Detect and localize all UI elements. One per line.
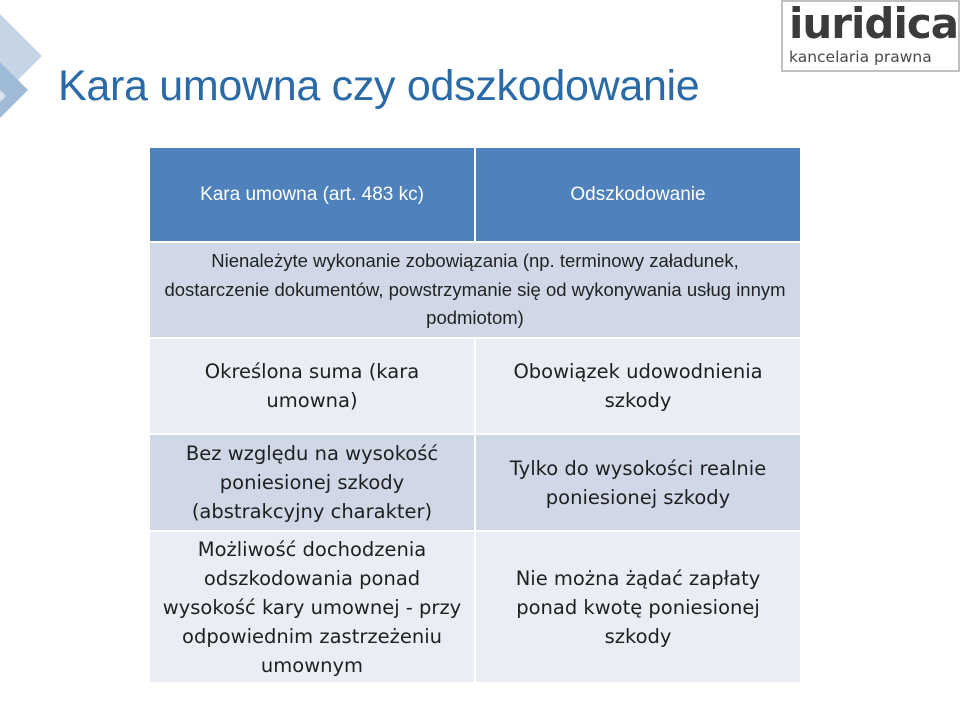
table-cell: Możliwość dochodzenia odszkodowania ponad wysokość kary umownej - przy odpowiednim zastrzeżeniu umownym — [149, 531, 475, 683]
table-row — [149, 434, 801, 531]
table-row — [149, 531, 801, 683]
table-header-row — [149, 147, 801, 242]
shared-cell: Nienależyte wykonanie zobowiązania (np. terminowy załadunek, dostarczenie dokumentów, powstrzymanie się od wykonywania usług innym podmiotom) — [149, 242, 801, 338]
comparison-table — [148, 146, 802, 684]
logo-tagline: kancelaria prawna — [789, 48, 932, 66]
table-cell: Bez względu na wysokość poniesionej szkody (abstrakcyjny charakter) — [149, 434, 475, 531]
header-kara-umowna: Kara umowna (art. 483 kc) — [149, 147, 475, 242]
header-odszkodowanie: Odszkodowanie — [475, 147, 801, 242]
company-logo — [781, 0, 960, 72]
table-cell: Określona suma (kara umowna) — [149, 338, 475, 434]
table-cell: Nie można żądać zapłaty ponad kwotę poniesionej szkody — [475, 531, 801, 683]
shared-row — [149, 242, 801, 338]
table-cell: Obowiązek udowodnienia szkody — [475, 338, 801, 434]
table-row — [149, 338, 801, 434]
slide-title: Kara umowna czy odszkodowanie — [58, 62, 700, 110]
decorative-arrows — [0, 0, 60, 720]
table-cell: Tylko do wysokości realnie poniesionej szkody — [475, 434, 801, 531]
logo-brand: iuridica — [789, 0, 959, 48]
